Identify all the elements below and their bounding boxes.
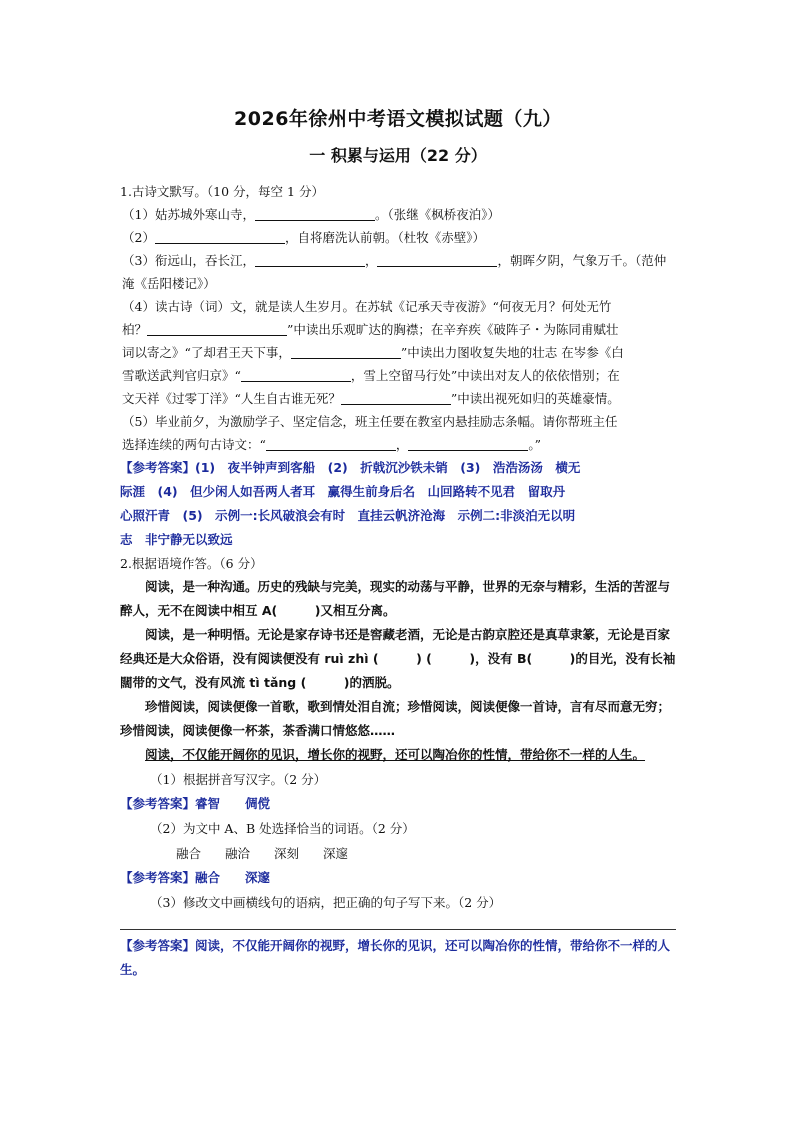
q1-item-1 bbox=[120, 203, 676, 226]
word-option: 融洽 bbox=[225, 846, 251, 861]
passage-underlined-sentence: 阅读，不仅能开阔你的见识，增长你的视野，还可以陶冶你的性情，带给你不一样的人生。 bbox=[145, 747, 646, 762]
q1-item-3-comma: ， bbox=[364, 253, 378, 268]
q1-item-5-line1: （5）毕业前夕，为激励学子、坚定信念，班主任要在教室内悬挂励志条幅。请你帮班主任 bbox=[122, 414, 618, 429]
passage-paragraph-2-a: 阅读，是一种明悟。无论是家存诗书还是窖藏老酒，无论是古韵京腔还是真草隶篆，无论是百家经典还是大众俗语，没有阅读便没有 ruì zhì ( ) ( )，没有 bbox=[120, 627, 671, 666]
q1-item-3-text-2: ，朝晖夕阴，气象万千。（范仲 bbox=[497, 253, 667, 268]
q1-item-4 bbox=[120, 295, 676, 410]
passage-paragraph-1: 阅读，是一种沟通。历史的残缺与完美，现实的动荡与平静，世界的无奈与精彩，生活的苦涩与醉人，无不在阅读中相互 A( )又相互分离。 bbox=[120, 579, 671, 618]
word-option: 融合 bbox=[176, 846, 202, 861]
answer-blank[interactable] bbox=[155, 229, 285, 244]
q2-sub-3: （3）修改文中画横线句的语病，把正确的句子写下来。（2 分） bbox=[150, 895, 502, 910]
q1-heading: 1.古诗文默写。（10 分，每空 1 分） bbox=[120, 184, 324, 199]
q1-item-4-line2a: 柏？ bbox=[122, 322, 148, 337]
q1-item-4-line3b: ”中读出力图收复失地的壮志 在岑参《白 bbox=[400, 345, 624, 360]
q1-item-4-line3a: 词以寄之》“了却君王天下事， bbox=[122, 345, 291, 360]
q2-answer-3: 【参考答案】阅读，不仅能开阔你的视野，增长你的见识，还可以陶冶你的性情，带给你不一样的人生。 bbox=[120, 938, 671, 977]
answer-blank[interactable] bbox=[241, 367, 351, 382]
q2-sub-1: （1）根据拼音写汉字。（2 分） bbox=[150, 772, 327, 787]
q1-answer bbox=[120, 456, 676, 552]
q1-item-2-num: （2） bbox=[122, 230, 155, 245]
answer-blank[interactable] bbox=[291, 344, 401, 359]
q1-answer-line: 志 非宁静无以致远 bbox=[120, 532, 233, 547]
q1-item-5 bbox=[120, 410, 676, 456]
q1-item-5-line2a: 选择连续的两句古诗文：“ bbox=[122, 437, 266, 452]
q1-item-4-line5a: 文天祥《过零丁洋》“人生自古谁无死？ bbox=[122, 391, 341, 406]
q2-answer-1: 【参考答案】睿智 倜傥 bbox=[120, 796, 271, 811]
q1-item-4-line4a: 雪歌送武判官归京》“ bbox=[122, 368, 241, 383]
q1-item-4-line2b: ”中读出乐观旷达的胸襟；在辛弃疾《破阵子・为陈同甫赋壮 bbox=[287, 322, 619, 337]
q1-answer-line: 际涯 (4) 但少闲人如吾两人者耳 赢得生前身后名 山回路转不见君 留取丹 bbox=[120, 484, 566, 499]
answer-blank[interactable] bbox=[377, 252, 497, 267]
q1-item-1-source: 。（张继《枫桥夜泊》） bbox=[374, 207, 500, 222]
q2-sub-2: （2）为文中 A、B 处选择恰当的词语。（2 分） bbox=[150, 821, 415, 836]
q1-item-1-text: （1）姑苏城外寒山寺， bbox=[122, 207, 255, 222]
passage-paragraph-2-b: B( )的目光，没有长袖闊带的文气，没有风流 tì tǎng ( )的洒脱。 bbox=[120, 651, 676, 690]
q2-answer-2: 【参考答案】融合 深邃 bbox=[120, 870, 271, 885]
q1-item-5-comma: ， bbox=[395, 437, 409, 452]
q1-item-2 bbox=[120, 226, 676, 249]
q1-item-3-source: 淹《岳阳楼记》） bbox=[122, 276, 216, 291]
answer-blank[interactable] bbox=[255, 206, 375, 221]
q1-item-4-line1: （4）读古诗（词）文，就是读人生岁月。在苏轼《记承天寺夜游》“何夜无月？何处无竹 bbox=[122, 299, 612, 314]
word-option: 深刻 bbox=[274, 846, 300, 861]
passage-paragraph-3: 珍惜阅读，阅读便像一首歌，歌到情处泪自流；珍惜阅读，阅读便像一首诗，言有尽而意无穷；珍惜阅读，阅读便像一杯茶，茶香满口情悠悠…… bbox=[120, 699, 671, 738]
answer-blank[interactable] bbox=[266, 436, 396, 451]
q1-item-4-line4b: ，雪上空留马行处”中读出对友人的依依惜别；在 bbox=[350, 368, 620, 383]
divider bbox=[120, 929, 676, 930]
q1-item-3 bbox=[120, 249, 676, 295]
answer-blank[interactable] bbox=[147, 321, 287, 336]
word-options bbox=[120, 841, 676, 866]
q1-item-2-text: ，自将磨洗认前朝。（杜牧《赤壁》） bbox=[284, 230, 485, 245]
answer-blank[interactable] bbox=[255, 252, 365, 267]
q1-answer-line: 【参考答案】(1) 夜半钟声到客船 (2) 折戟沉沙铁未销 (3) 浩浩汤汤 横无 bbox=[120, 460, 581, 475]
q1-item-3-text: （3）衔远山，吞长江， bbox=[122, 253, 255, 268]
q1-answer-line: 心照汗青 (5) 示例一:长风破浪会有时 直挂云帆济沧海 示例二:非淡泊无以明 bbox=[120, 508, 576, 523]
q2-heading: 2.根据语境作答。（6 分） bbox=[120, 556, 263, 571]
q1-item-4-line5b: ”中读出视死如归的英雄豪情。 bbox=[450, 391, 620, 406]
passage-paragraph-2 bbox=[120, 623, 676, 695]
section-heading: 一 积累与运用（22 分） bbox=[309, 146, 487, 165]
answer-blank[interactable] bbox=[341, 390, 451, 405]
q1-item-5-end: 。” bbox=[528, 437, 542, 452]
page-title: 2026年徐州中考语文模拟试题（九） bbox=[234, 108, 562, 130]
word-option: 深邃 bbox=[323, 846, 349, 861]
answer-blank[interactable] bbox=[408, 436, 528, 451]
